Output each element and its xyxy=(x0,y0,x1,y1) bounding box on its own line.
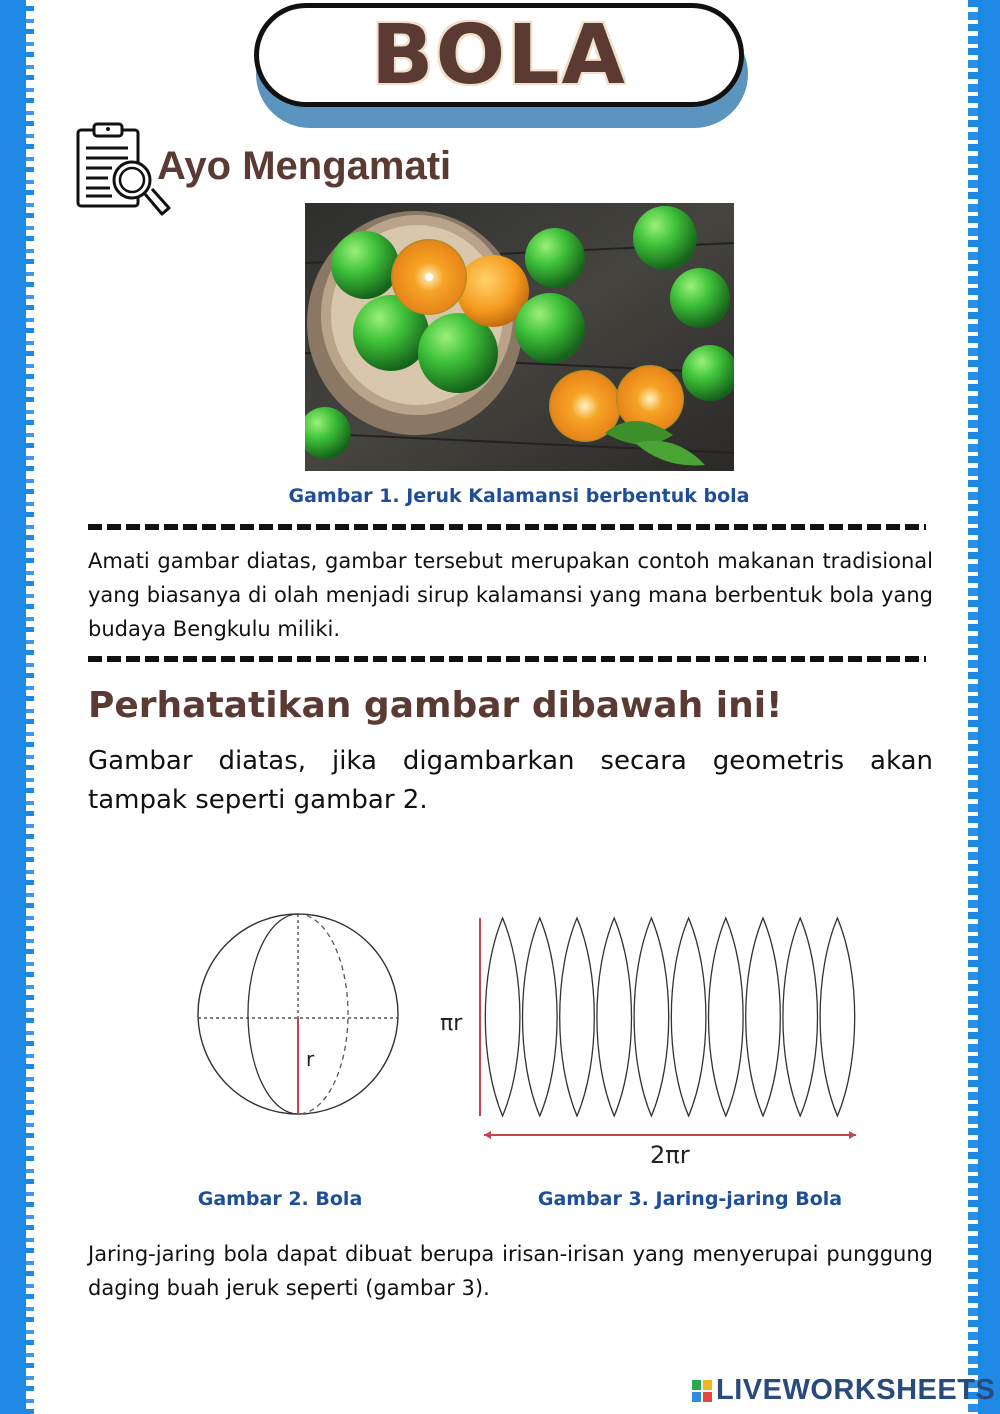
page-title: BOLA xyxy=(371,7,627,103)
section-title: Ayo Mengamati xyxy=(157,144,452,188)
closing-paragraph: Jaring-jaring bola dapat dibuat berupa irisan-irisan yang menyerupai punggung daging buah jeruk seperti (gambar 3). xyxy=(88,1242,933,1300)
net-segment xyxy=(523,918,558,1116)
attention-paragraph: Gambar diatas, jika digambarkan secara geometris akan tampak seperti gambar 2. xyxy=(88,746,933,815)
dashed-divider xyxy=(88,524,926,530)
net-segment xyxy=(671,918,706,1116)
net-segment xyxy=(783,918,818,1116)
height-label: πr xyxy=(440,1011,463,1036)
net-segment xyxy=(597,918,632,1116)
attention-heading: Perhatatikan gambar dibawah ini! xyxy=(88,685,783,726)
liveworksheets-logo-icon xyxy=(692,1380,712,1402)
calamansi-photo xyxy=(305,203,734,471)
net-segment xyxy=(560,918,595,1116)
radius-label: r xyxy=(306,1047,315,1071)
liveworksheets-brand xyxy=(692,1374,995,1407)
sphere-diagram xyxy=(192,908,404,1120)
right-torn-edge xyxy=(968,0,978,1414)
dashed-divider xyxy=(88,656,926,662)
net-segments xyxy=(485,918,854,1116)
width-label: 2πr xyxy=(650,1141,690,1169)
net-segment xyxy=(485,918,520,1116)
sphere-net-diagram xyxy=(438,900,862,1176)
net-segment xyxy=(746,918,781,1116)
figure-2-caption: Gambar 2. Bola xyxy=(197,1188,363,1210)
figure-3-caption: Gambar 3. Jaring-jaring Bola xyxy=(537,1188,843,1210)
net-segment xyxy=(820,918,855,1116)
net-segment xyxy=(709,918,744,1116)
figure-1-caption: Gambar 1. Jeruk Kalamansi berbentuk bola xyxy=(288,485,750,507)
brand-name: LIVEWORKSHEETS xyxy=(716,1374,996,1406)
title-banner xyxy=(254,3,744,107)
observation-paragraph: Amati gambar diatas, gambar tersebut merupakan contoh makanan tradisional yang biasanya di olah menjadi sirup kalamansi yang mana berbentuk bola yang budaya Bengkulu miliki. xyxy=(88,549,933,641)
net-segment xyxy=(634,918,669,1116)
